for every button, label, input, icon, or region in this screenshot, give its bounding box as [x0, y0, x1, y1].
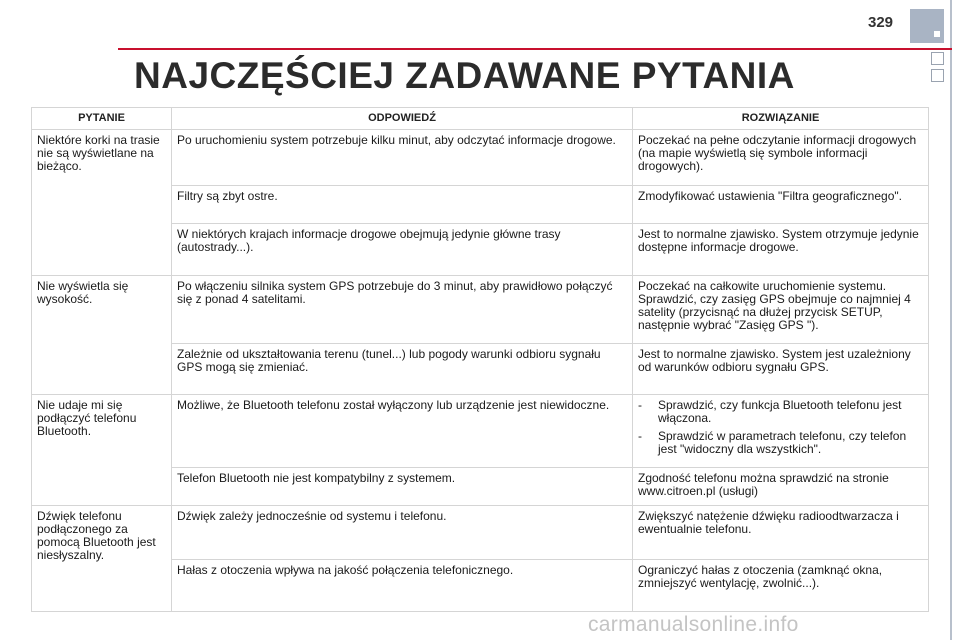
solution-cell: Jest to normalne zjawisko. System jest uzależniony od warunków odbioru sygnału GPS.: [633, 344, 929, 395]
table-row: [32, 130, 929, 186]
chapter-tab: [910, 9, 944, 43]
solution-cell: Poczekać na pełne odczytanie informacji drogowych (na mapie wyświetlą się symbole informacji drogowych).: [633, 130, 929, 186]
question-cell: Niektóre korki na trasie nie są wyświetlane na bieżąco.: [32, 130, 172, 276]
answer-cell: Możliwe, że Bluetooth telefonu został wyłączony lub urządzenie jest niewidoczne.: [172, 395, 633, 468]
solution-cell: Poczekać na całkowite uruchomienie systemu. Sprawdzić, czy zasięg GPS obejmuje co najmniej 4 satelity (przycisnąć na dłużej przycisk SETUP, następnie wybrać "Zasięg GPS ").: [633, 276, 929, 344]
dash-bullet: -: [638, 429, 642, 443]
header-solution: ROZWIĄZANIE: [633, 108, 929, 130]
table-row: [32, 276, 929, 344]
title-rule: [118, 48, 952, 50]
table-row: [32, 506, 929, 560]
checkbox-icon: [931, 52, 944, 65]
answer-cell: Zależnie od ukształtowania terenu (tunel...) lub pogody warunki odbioru sygnału GPS mogą się zmieniać.: [172, 344, 633, 395]
header-question: PYTANIE: [32, 108, 172, 130]
page-number: 329: [868, 14, 894, 31]
page-edge-line: [950, 0, 952, 640]
watermark: carmanualsonline.info: [588, 613, 799, 636]
answer-cell: Po włączeniu silnika system GPS potrzebuje do 3 minut, aby prawidłowo połączyć się z ponad 4 satelitami.: [172, 276, 633, 344]
answer-cell: Hałas z otoczenia wpływa na jakość połączenia telefonicznego.: [172, 560, 633, 612]
solution-list-item: [638, 399, 923, 425]
solution-item-text: Sprawdzić w parametrach telefonu, czy telefon jest "widoczny dla wszystkich".: [658, 429, 907, 456]
dash-bullet: -: [638, 398, 642, 412]
table-header-row: [32, 108, 929, 130]
solution-cell: Zgodność telefonu można sprawdzić na stronie www.citroen.pl (usługi): [633, 468, 929, 506]
table-row: [32, 395, 929, 468]
checkbox-icon: [931, 69, 944, 82]
question-cell: Nie wyświetla się wysokość.: [32, 276, 172, 395]
solution-cell: Zmodyfikować ustawienia "Filtra geograficznego".: [633, 186, 929, 224]
header-answer: ODPOWIEDŹ: [172, 108, 633, 130]
tab-marker: [934, 31, 940, 37]
answer-cell: Po uruchomieniu system potrzebuje kilku minut, aby odczytać informacje drogowe.: [172, 130, 633, 186]
solution-cell: Ograniczyć hałas z otoczenia (zamknąć okna, zmniejszyć wentylację, zwolnić...).: [633, 560, 929, 612]
solution-cell: [633, 395, 929, 468]
page-title: NAJCZĘŚCIEJ ZADAWANE PYTANIA: [134, 55, 795, 96]
answer-cell: W niektórych krajach informacje drogowe obejmują jedynie główne trasy (autostrady...).: [172, 224, 633, 276]
solution-cell: Jest to normalne zjawisko. System otrzymuje jedynie dostępne informacje drogowe.: [633, 224, 929, 276]
answer-cell: Telefon Bluetooth nie jest kompatybilny z systemem.: [172, 468, 633, 506]
question-cell: Nie udaje mi się podłączyć telefonu Bluetooth.: [32, 395, 172, 506]
faq-table: [31, 107, 929, 612]
solution-item-text: Sprawdzić, czy funkcja Bluetooth telefonu jest włączona.: [658, 398, 902, 425]
answer-cell: Dźwięk zależy jednocześnie od systemu i telefonu.: [172, 506, 633, 560]
solution-list-item: [638, 430, 923, 456]
solution-cell: Zwiększyć natężenie dźwięku radioodtwarzacza i ewentualnie telefonu.: [633, 506, 929, 560]
answer-cell: Filtry są zbyt ostre.: [172, 186, 633, 224]
question-cell: Dźwięk telefonu podłączonego za pomocą Bluetooth jest niesłyszalny.: [32, 506, 172, 612]
